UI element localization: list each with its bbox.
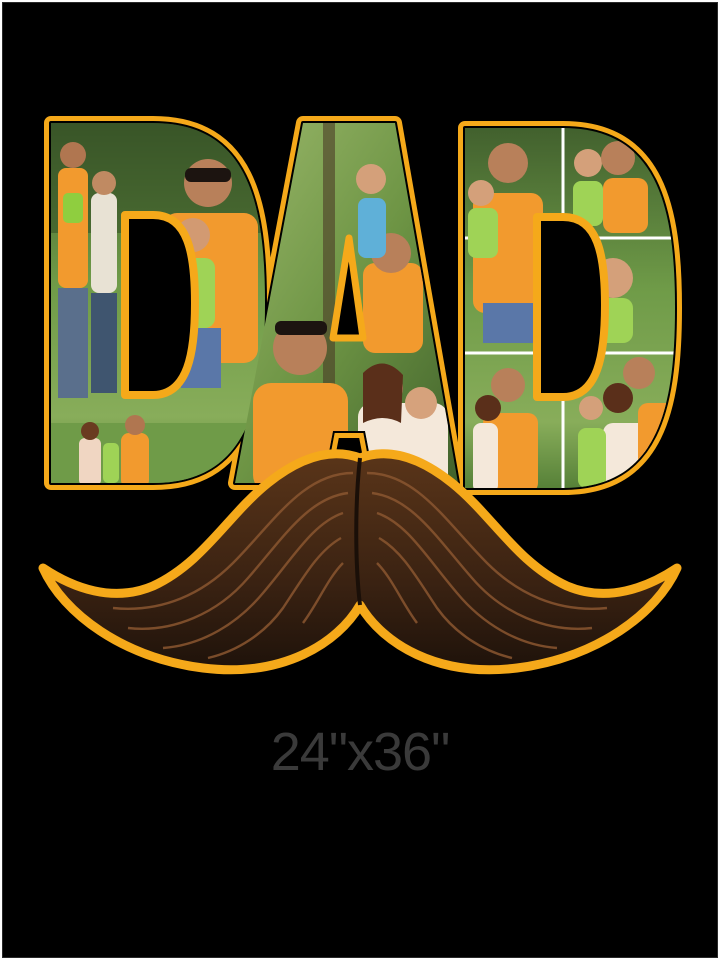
poster-size-label: 24"x36" [270,722,450,782]
dad-mustache-collage [3,3,717,957]
poster [2,2,718,958]
family-walk-photo [58,142,117,398]
